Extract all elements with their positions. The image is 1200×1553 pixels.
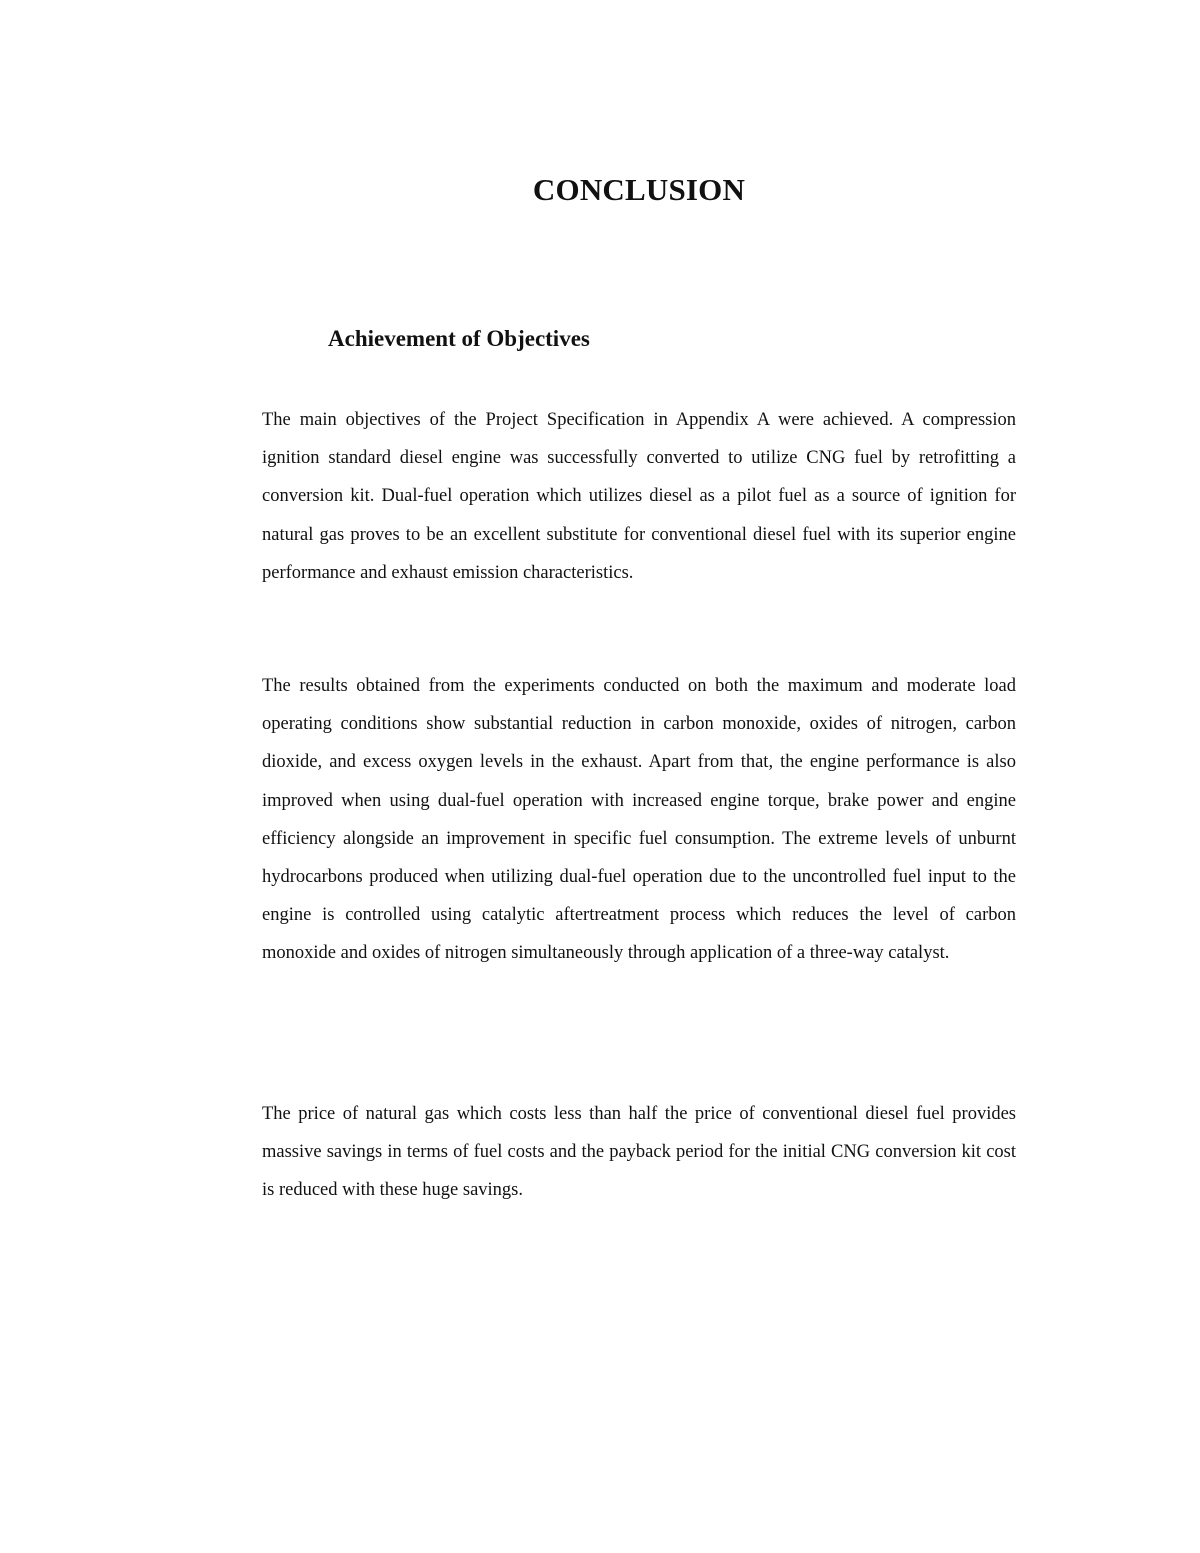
section-heading: Achievement of Objectives [328, 326, 590, 351]
paragraph-objectives: The main objectives of the Project Specification in Appendix A were achieved. A compression ignition standard diesel engine was successfully converted to utilize CNG fuel by retrofitting a conversion kit. Dual-fuel operation which utilizes diesel as a pilot fuel as a source of ignition for natural gas proves to be an excellent substitute for conventional diesel fuel with its superior engine performance and exhaust emission characteristics. [262, 410, 1016, 583]
paragraph-cost-savings: The price of natural gas which costs less than half the price of conventional diesel fuel provides massive savings in terms of fuel costs and the payback period for the initial CNG conversion kit cost is reduced with these huge savings. [262, 1104, 1016, 1201]
page-title: CONCLUSION [532, 172, 746, 207]
paragraph-results: The results obtained from the experiments conducted on both the maximum and moderate load operating conditions show substantial reduction in carbon monoxide, oxides of nitrogen, carbon dioxide, and excess oxygen levels in the exhaust. Apart from that, the engine performance is also improved when using dual-fuel operation with increased engine torque, brake power and engine efficiency alongside an improvement in specific fuel consumption. The extreme levels of unburnt hydrocarbons produced when utilizing dual-fuel operation due to the uncontrolled fuel input to the engine is controlled using catalytic aftertreatment process which reduces the level of carbon monoxide and oxides of nitrogen simultaneously through application of a three-way catalyst. [262, 676, 1016, 964]
